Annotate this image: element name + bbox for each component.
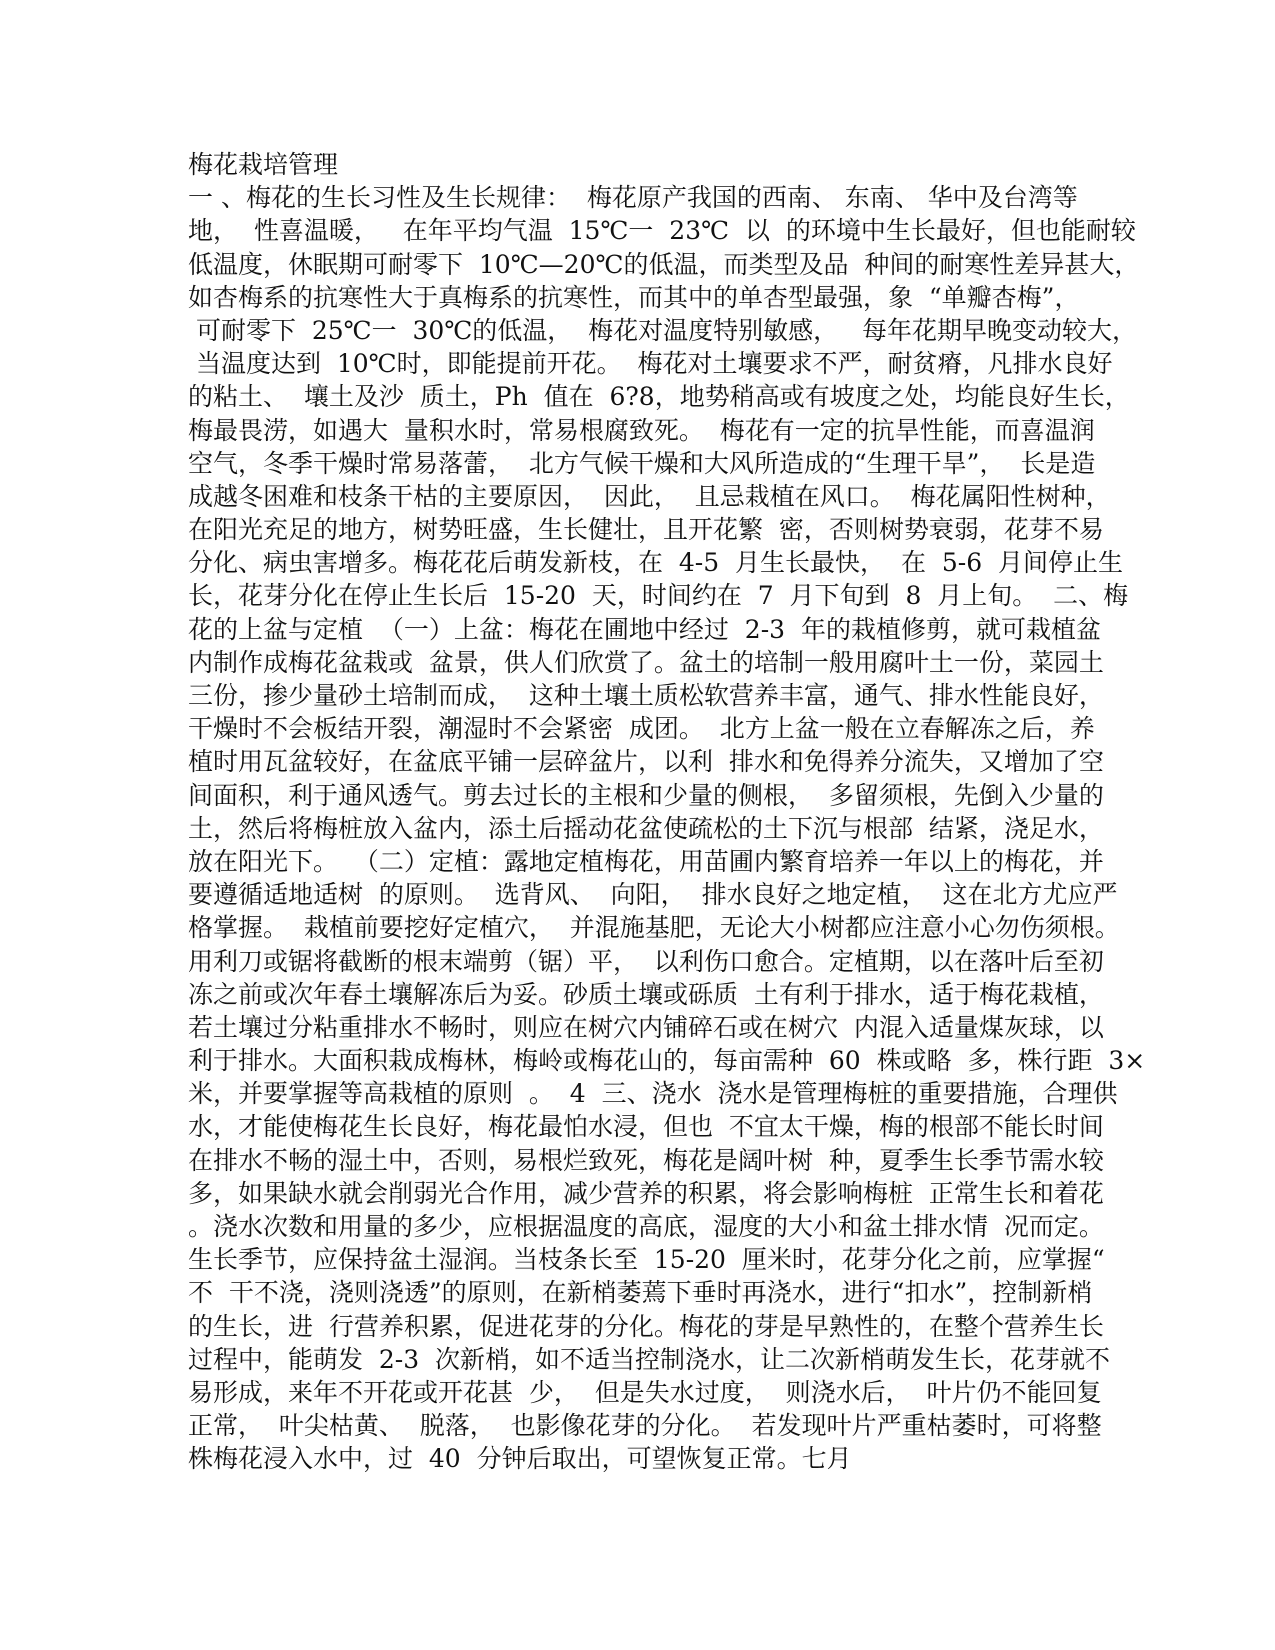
text-line: 放在阳光下。 （二）定植：露地定植梅花，用苗圃内繁育培养一年以上的梅花，并 <box>188 846 1104 876</box>
text-line: 三份，掺少量砂土培制而成， 这种土壤土质松软营养丰富，通气、排水性能良好， <box>188 681 1104 710</box>
document-body <box>188 148 1146 1476</box>
text-line: 的生长，进 行营养积累，促进花芽的分化。梅花的芽是早熟性的，在整个营养生长 <box>188 1311 1104 1341</box>
text-line: 土，然后将梅桩放入盆内，添土后摇动花盆使疏松的土下沉与根部 结紧，浇足水， <box>188 813 1104 843</box>
text-line: 梅最畏涝，如遇大 量积水时，常易根腐致死。 梅花有一定的抗旱性能，而喜温润 <box>188 415 1095 445</box>
text-line: 正常， 叶尖枯黄、 脱落， 也影像花芽的分化。 若发现叶片严重枯萎时，可将整 <box>188 1411 1102 1441</box>
text-line: 分化、病虫害增多。梅花花后萌发新枝，在 4-5 月生长最快， 在 5-6 月间停止生 <box>188 548 1123 578</box>
text-line: 可耐零下 25℃一 30℃的低温， 梅花对温度特别敏感， 每年花期早晚变动较大， <box>188 315 1138 345</box>
text-line: 用利刀或锯将截断的根末端剪（锯）平， 以利伤口愈合。定植期，以在落叶后至初 <box>188 946 1104 976</box>
document-title: 梅花栽培管理 <box>188 150 339 179</box>
text-line: 干燥时不会板结开裂，潮湿时不会紧密 成团。 北方上盆一般在立春解冻之后，养 <box>188 714 1095 744</box>
text-line: 利于排水。大面积栽成梅林，梅岭或梅花山的，每亩需种 60 株或略 多，株行距 3× <box>188 1046 1146 1076</box>
text-line: 当温度达到 10℃时，即能提前开花。 梅花对土壤要求不严，耐贫瘠，凡排水良好 <box>188 349 1113 379</box>
text-line: 米，并要掌握等高栽植的原则 。 4 三、浇水 浇水是管理梅桩的重要措施，合理供 <box>188 1079 1118 1109</box>
text-line: 易形成，来年不开花或开花甚 少， 但是失水过度， 则浇水后， 叶片仍不能回复 <box>188 1377 1102 1407</box>
text-line: 株梅花浸入水中，过 40 分钟后取出，可望恢复正常。七月 <box>188 1444 852 1474</box>
text-line: 冻之前或次年春土壤解冻后为妥。砂质土壤或砾质 土有利于排水，适于梅花栽植， <box>188 979 1104 1009</box>
text-line: 空气，冬季干燥时常易落蕾， 北方气候干燥和大风所造成的“生理干旱”， 长是造 <box>188 448 1096 478</box>
text-line: 内制作成梅花盆栽或 盆景，供人们欣赏了。盆土的培制一般用腐叶土一份，菜园土 <box>188 647 1104 677</box>
text-line: 在阳光充足的地方，树势旺盛，生长健壮，且开花繁 密，否则树势衰弱，花芽不易 <box>188 515 1104 545</box>
text-line: 成越冬困难和枝条干枯的主要原因， 因此， 且忌栽植在风口。 梅花属阳性树种， <box>188 481 1111 511</box>
text-line: 水，才能使梅花生长良好，梅花最怕水浸，但也 不宜太干燥，梅的根部不能长时间 <box>188 1112 1104 1142</box>
text-line: 花的上盆与定植 （一）上盆：梅花在圃地中经过 2-3 年的栽植修剪，就可栽植盆 <box>188 614 1101 644</box>
text-line: 不 干不浇，浇则浇透”的原则，在新梢萎蔫下垂时再浇水，进行“扣水”，控制新梢 <box>188 1278 1093 1308</box>
text-line: 植时用瓦盆较好，在盆底平铺一层碎盆片，以利 排水和免得养分流失，又增加了空 <box>188 747 1104 777</box>
text-line: 长，花芽分化在停止生长后 15-20 天，时间约在 7 月下旬到 8 月上旬。 二、梅 <box>188 581 1129 611</box>
text-line: 。浇水次数和用量的多少，应根据温度的高底，湿度的大小和盆土排水情 况而定。 <box>188 1212 1104 1241</box>
text-line: 在排水不畅的湿土中，否则，易根烂致死，梅花是阔叶树 种，夏季生长季节需水较 <box>188 1145 1104 1175</box>
text-line: 多，如果缺水就会削弱光合作用，减少营养的积累，将会影响梅桩 正常生长和着花 <box>188 1178 1104 1208</box>
text-line: 地， 性喜温暖， 在年平均气温 15℃一 23℃ 以 的环境中生长最好，但也能耐较 <box>188 216 1136 246</box>
text-line: 间面积，利于通风透气。剪去过长的主根和少量的侧根， 多留须根，先倒入少量的 <box>188 780 1104 810</box>
document-paragraph <box>188 181 1146 1475</box>
text-line: 生长季节，应保持盆土湿润。当枝条长至 15-20 厘米时，花芽分化之前，应掌握“ <box>188 1245 1105 1275</box>
text-line: 若土壤过分粘重排水不畅时，则应在树穴内铺碎石或在树穴 内混入适量煤灰球，以 <box>188 1012 1104 1042</box>
text-line: 如杏梅系的抗寒性大于真梅系的抗寒性，而其中的单杏型最强，象 “单瓣杏梅”， <box>188 282 1080 312</box>
text-line: 低温度，休眠期可耐零下 10℃—20℃的低温，而类型及品 种间的耐寒性差异甚大， <box>188 249 1140 279</box>
text-line: 的粘土、 壤土及沙 质土，Ph 值在 6?8，地势稍高或有坡度之处，均能良好生长， <box>188 382 1130 412</box>
text-line: 过程中，能萌发 2-3 次新梢，如不适当控制浇水，让二次新梢萌发生长，花芽就不 <box>188 1344 1111 1374</box>
text-line: 要遵循适地适树 的原则。 选背风、 向阳， 排水良好之地定植， 这在北方尤应严 <box>188 880 1118 910</box>
text-line: 一 、梅花的生长习性及生长规律： 梅花原产我国的西南、 东南、 华中及台湾等 <box>188 183 1078 213</box>
text-line: 格掌握。 栽植前要挖好定植穴， 并混施基肥，无论大小树都应注意小心勿伤须根。 <box>188 913 1120 943</box>
